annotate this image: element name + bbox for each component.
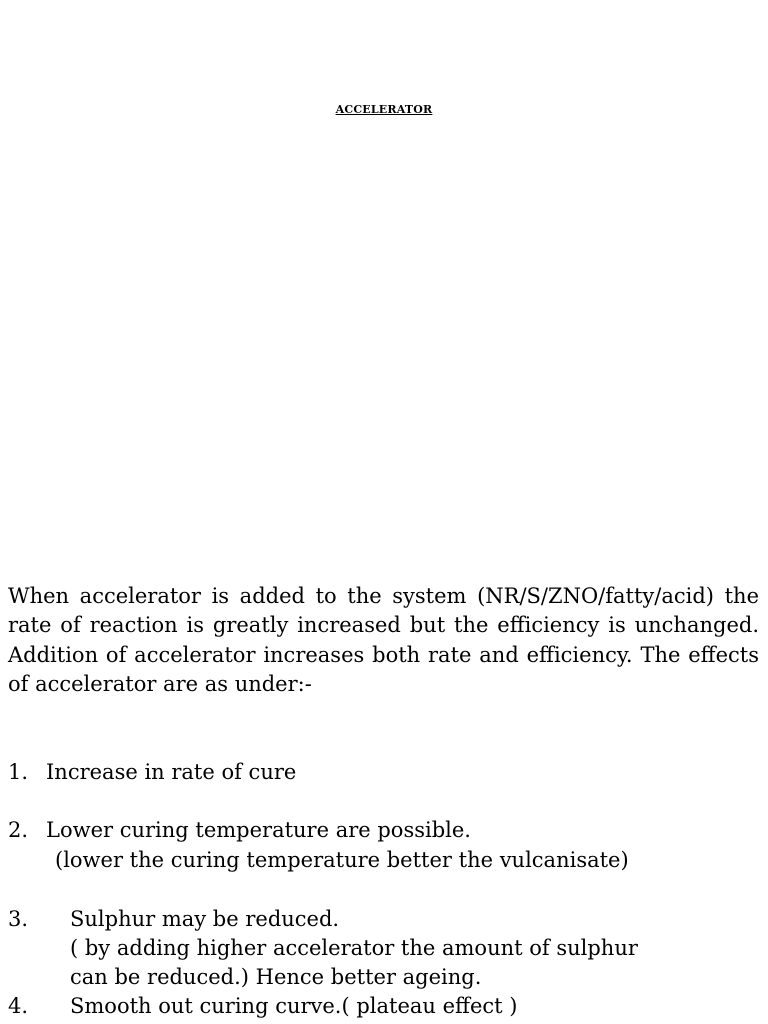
- list-item-text: Smooth out curing curve.( plateau effect ): [70, 994, 518, 1018]
- list-item-number: 3.: [8, 907, 29, 931]
- list-item-note: can be reduced.) Hence better ageing.: [70, 965, 482, 989]
- intro-paragraph: When accelerator is added to the system (NR/S/ZNO/fatty/acid) the rate of reaction is greatly increased but the efficiency is unchanged. Addition of accelerator increases both rate and efficiency. The effects of accelerator are as under:-: [8, 584, 759, 696]
- list-item-number: 2.: [8, 818, 29, 842]
- list-item-note: (lower the curing temperature better the vulcanisate): [55, 848, 629, 872]
- list-item-text: Increase in rate of cure: [46, 760, 297, 784]
- list-item-note: ( by adding higher accelerator the amount of sulphur: [70, 936, 638, 960]
- list-item-number: 4.: [8, 994, 29, 1018]
- list-item-number: 1.: [8, 760, 29, 784]
- list-item-text: Sulphur may be reduced.: [70, 907, 340, 931]
- document-title: ACCELERATOR: [335, 103, 433, 116]
- list-item-text: Lower curing temperature are possible.: [46, 818, 471, 842]
